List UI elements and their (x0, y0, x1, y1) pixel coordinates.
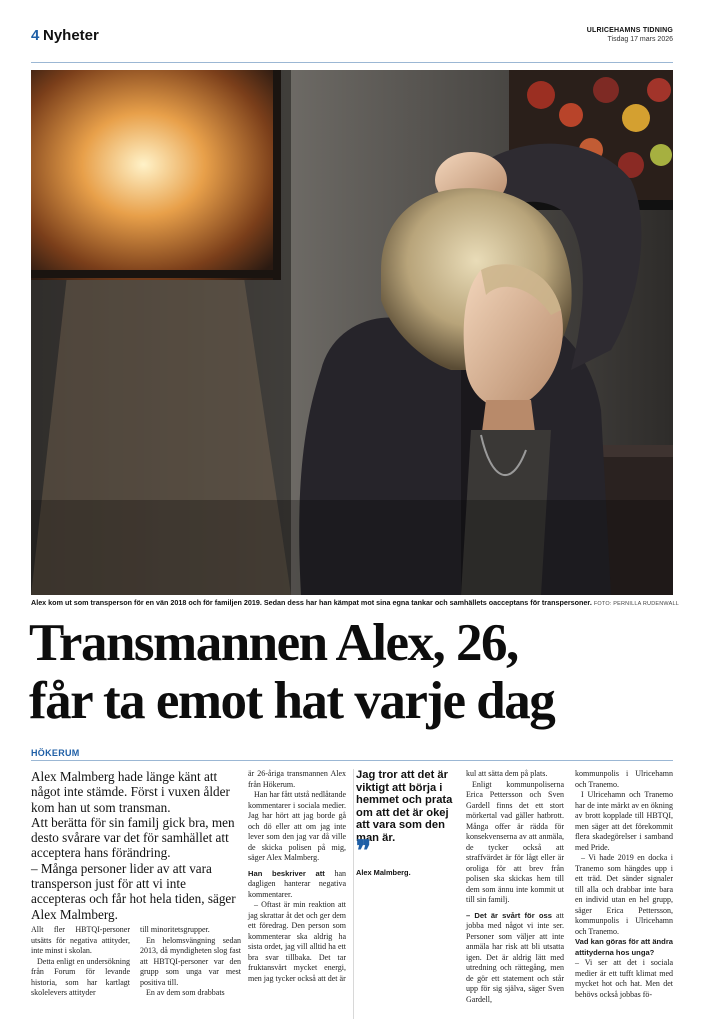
publication-name: ULRICEHAMNS TIDNING (586, 27, 673, 34)
body-paragraph: En av dem som drabbats (146, 988, 225, 997)
body-column-1b (140, 925, 241, 999)
paragraph-lead: Han beskriver att (248, 868, 325, 878)
ingress-paragraph: Att berätta för sin familj gick bra, men desto svårare var det för samhället att acceptera hans förändring. (31, 814, 235, 861)
body-paragraph (248, 869, 346, 901)
photo-caption (31, 598, 691, 607)
headline-line-1: Transmannen Alex, 26, (29, 614, 518, 672)
headline-line-2: får ta emot hat varje dag (29, 672, 555, 730)
caption-text: Alex kom ut som transperson för en vän 2018 och för familjen 2019. Sedan dess har han kämpat mot sina egna tankar och samhällets oacceptans för transpersoner. (31, 598, 592, 607)
body-paragraph: Enligt kommunpoliserna Erica Pettersson och Sven Gardell finns det ett stort mörkertal vad gäller hatbrott. Många offer är rädda för konsekvenserna av att anmäla, de tycker också att straffvärdet är för lågt eller är oroliga för att brev från polisen ska skickas hem till dem som ännu inte kommit ut till sin familj. (466, 779, 564, 904)
body-column-4 (575, 769, 673, 1000)
page-number: 4 (31, 27, 40, 44)
body-column-3 (466, 769, 564, 1005)
subheading-question: Vad kan göras för att ändra attityderna hos unga? (575, 937, 673, 957)
kicker-divider (31, 760, 673, 761)
ingress-paragraph: Alex Malmberg hade länge känt att något inte stämde. Först i vuxen ålder kom han ut som transman. (31, 769, 230, 815)
article-ingress (31, 769, 241, 922)
body-paragraph: till minoritetsgrupper. (140, 925, 210, 934)
body-paragraph: – Oftast är min reaktion att jag skrattar åt det och ger dem ett föredrag. Den person som kommenterar ska aldrig ha sista ordet, jag vill alltid ha ett bra svar tillbaka. Det tar fruktansvärt mycket energi, men jag tycker också att det är (248, 900, 346, 983)
body-paragraph: kommunpolis i Ulricehamn och Tranemo. (575, 769, 673, 789)
body-paragraph: Detta enligt en undersökning från Forum för levande historia, som har kartlagt skolelevers attityder (31, 956, 130, 997)
body-paragraph: En helomsvängning sedan 2013, då myndigheten slog fast att HBTQI-personer var den grupp som unga var mest positiva till. (140, 935, 241, 987)
section-title: Nyheter (43, 27, 99, 44)
body-paragraph: I Ulricehamn och Tranemo har de inte märkt av en ökning av brott kopplade till HBTQI, men säger att det förekommit flera skadegörelser i samband med Pride. (575, 790, 673, 852)
body-paragraph: kul att sätta dem på plats. (466, 769, 548, 778)
body-paragraph: Allt fler HBTQI-personer utsätts för negativa attityder, inte minst i skolan. (31, 925, 130, 955)
header-divider (31, 62, 673, 63)
body-paragraph: är 26-åriga transmannen Alex från Hökerum. (248, 769, 346, 789)
body-column-2 (248, 769, 346, 984)
pull-quote: Jag tror att det är viktigt att börja i hemmet och prata om att det är okej att vara som den man är. (356, 769, 453, 844)
paragraph-text: att jobba med något vi inte ser. Personer som väljer att inte anmäla har risk att bli utsatta igen. Det är aldrig lätt med utredning och rättegång, men de gör ett statement och står upp för sig själva, säger Sven Gardell, (466, 910, 564, 1004)
publication-date: Tisdag 17 mars 2026 (607, 36, 673, 43)
body-paragraph: – Vi hade 2019 en docka i Tranemo som hängdes upp i ett träd. Det sänder signaler till alla och drabbar inte bara en individ utan en hel grupp, säger Erica Pettersson, kommunpolis i Ulricehamn och Tranemo. (575, 853, 673, 936)
main-photo (31, 70, 673, 595)
body-paragraph: – Vi ser att det i sociala medier är ett tufft klimat med mycket hot och hat. Men det behövs också jobbas fö- (575, 958, 673, 999)
pull-quote-byline: Alex Malmberg. (356, 868, 411, 877)
column-divider (353, 769, 354, 1019)
body-paragraph: Han har fått utstå nedlåtande kommentarer i sociala medier. Jag har hört att jag borde gå och dö eller att om jag inte lever som den jag var då ville de skicka polisen på mig, säger Alex Malmberg. (248, 790, 346, 862)
quote-icon: ❞ (356, 836, 372, 867)
body-column-1a (31, 925, 130, 999)
ingress-paragraph: – Många personer lider av att vara transperson just för att vi inte accepteras och får hot hela tiden, säger Alex Malmberg. (31, 860, 236, 922)
dateline-location: HÖKERUM (31, 748, 80, 758)
photo-credit: FOTO: PERNILLA RUDENWALL (593, 601, 680, 607)
paragraph-lead: – Det är svårt för oss (466, 910, 552, 920)
headline (29, 614, 689, 730)
body-paragraph (466, 911, 564, 1006)
paragraph-text: han dagligen hanterar negativa kommentarer. (248, 868, 346, 899)
